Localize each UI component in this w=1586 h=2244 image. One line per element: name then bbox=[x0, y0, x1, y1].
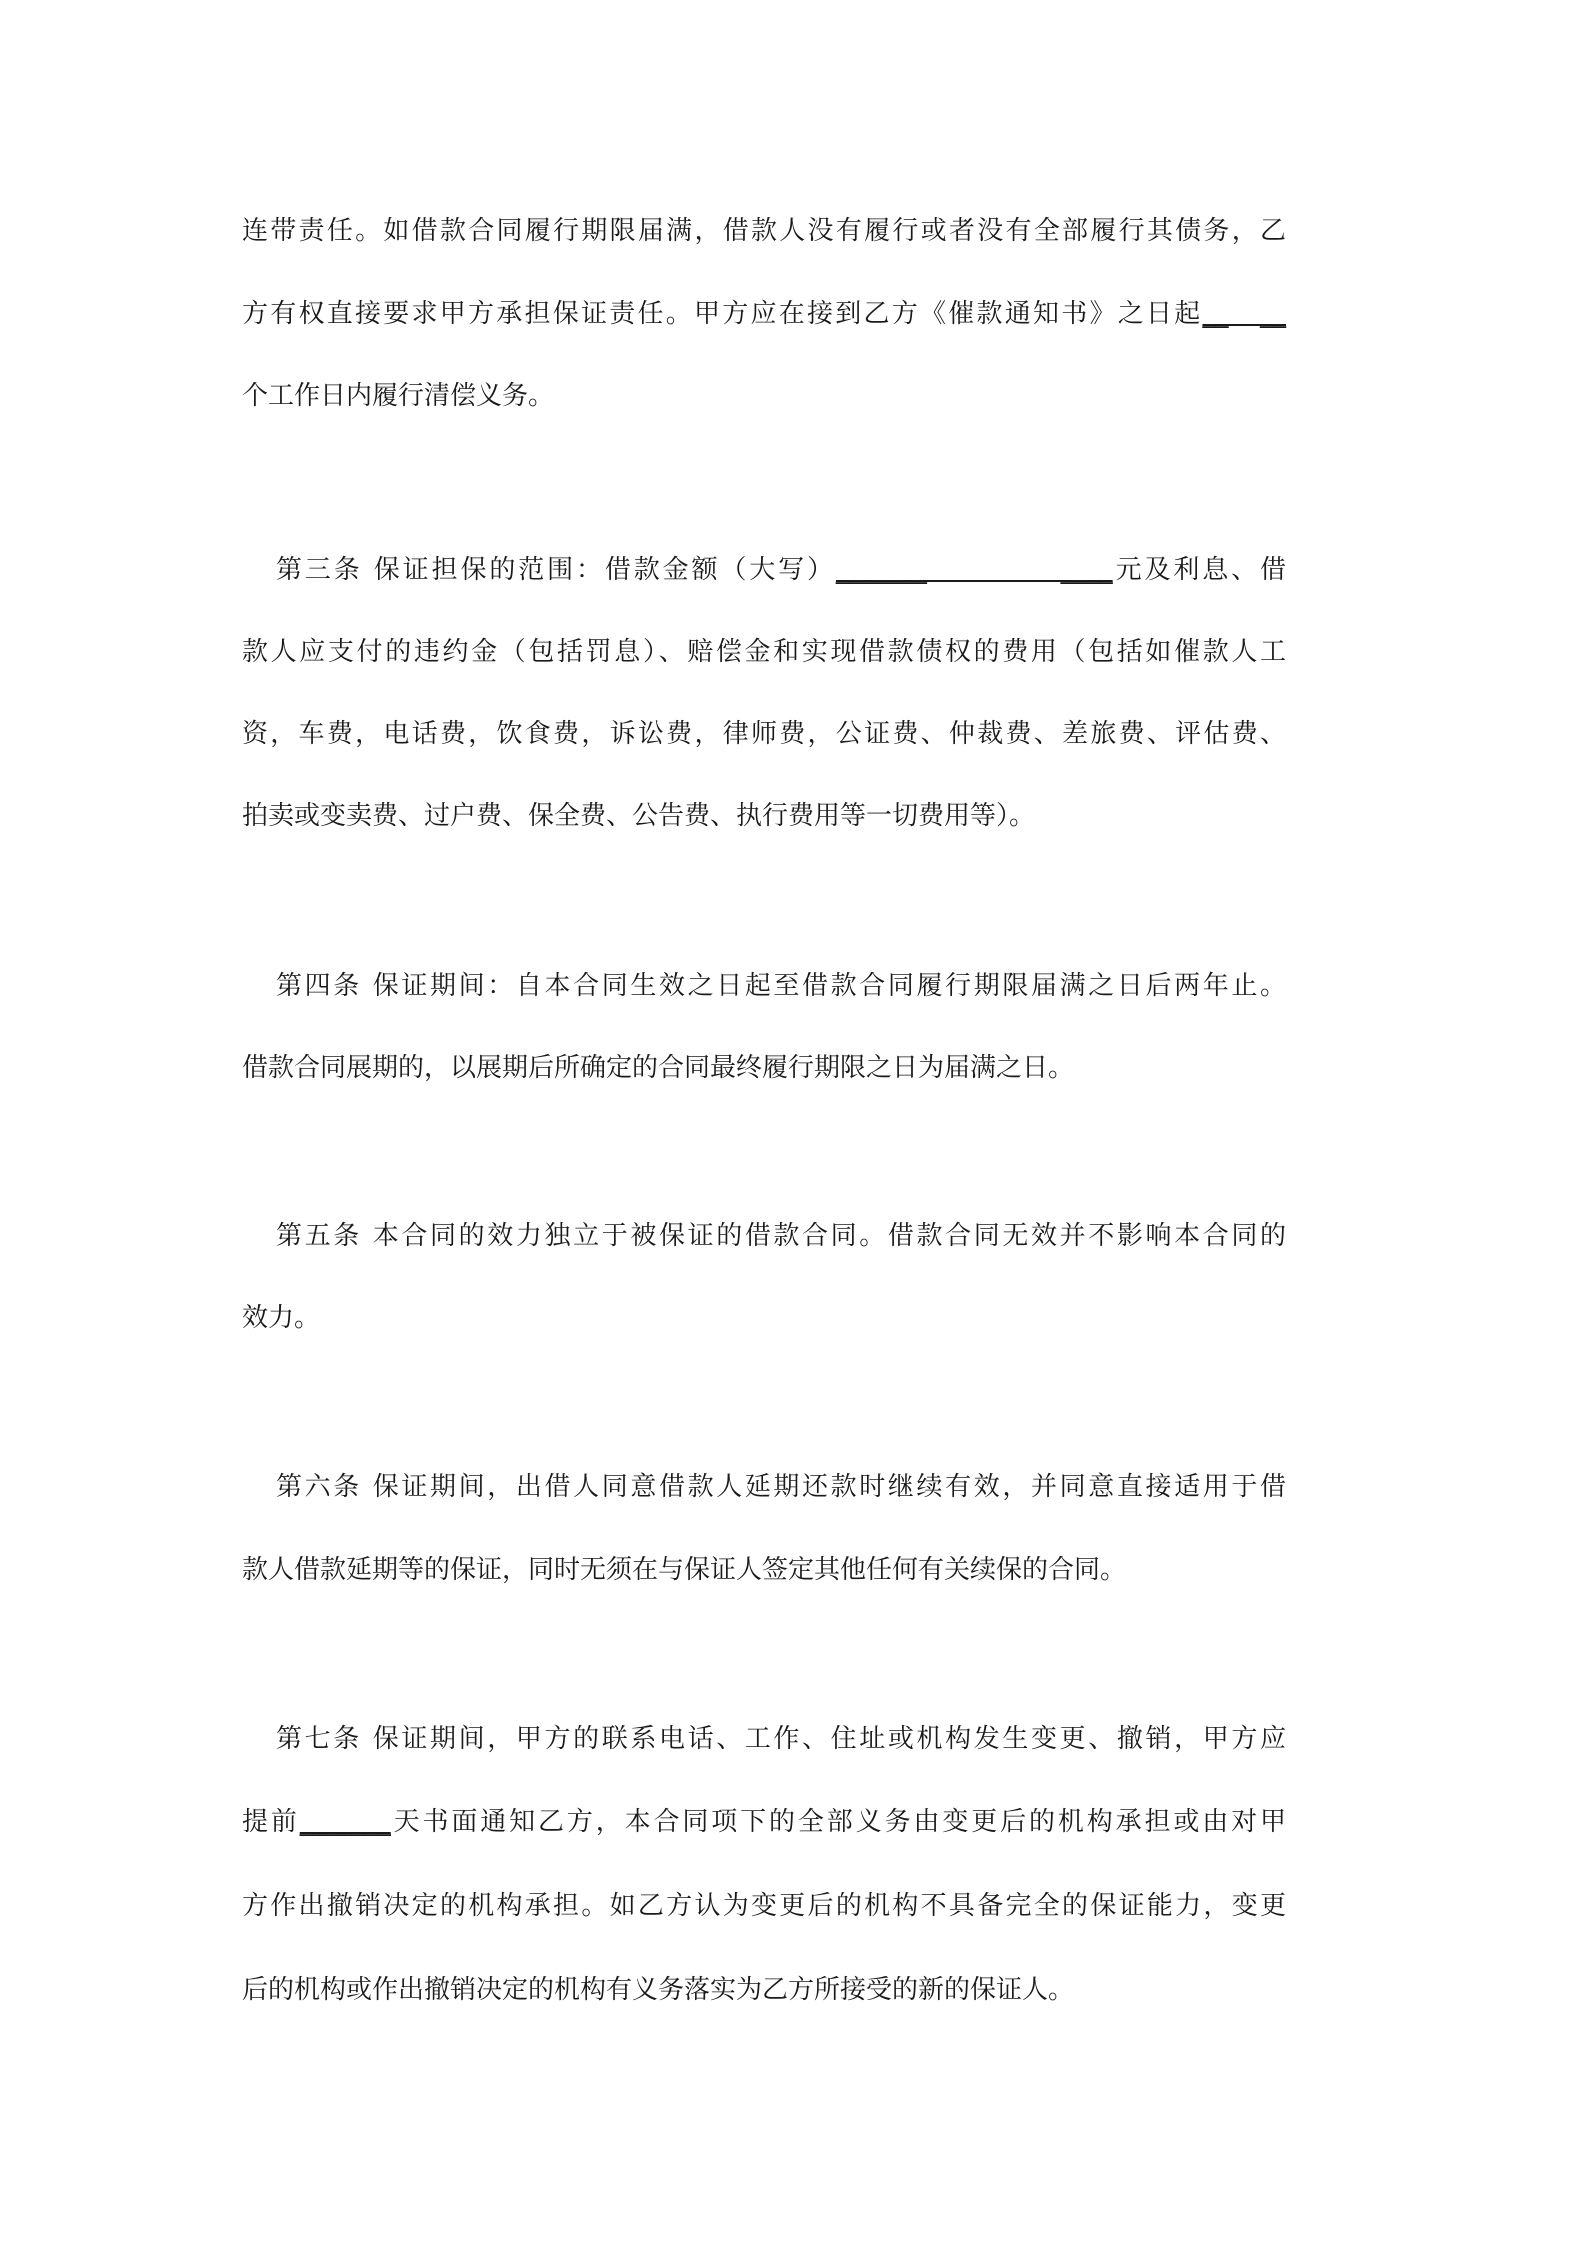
line-text: 天书面通知乙方，本合同项下的全部义务由变更后的机构承担或由对甲 bbox=[390, 1807, 1286, 1837]
paragraph-line bbox=[242, 1804, 1286, 1840]
blank-field-days: __ __ bbox=[1202, 299, 1286, 329]
paragraph-line: 效力。 bbox=[242, 1303, 321, 1333]
paragraph-line: 个工作日内履行清偿义务。 bbox=[242, 381, 555, 411]
paragraph-line: 方作出撤销决定的机构承担。如乙方认为变更后的机构不具备完全的保证能力，变更 bbox=[242, 1891, 1286, 1921]
line-text: 元及利息、借 bbox=[1112, 555, 1286, 585]
article-4-heading-line: 第四条 保证期间：自本合同生效之日起至借款合同履行期限届满之日后两年止。 bbox=[276, 971, 1286, 1001]
article-6-heading-line: 第六条 保证期间，出借人同意借款人延期还款时继续有效，并同意直接适用于借 bbox=[276, 1472, 1286, 1502]
paragraph-line: 拍卖或变卖费、过户费、保全费、公告费、执行费用等一切费用等）。 bbox=[242, 801, 1036, 831]
line-text: 提前 bbox=[242, 1807, 300, 1837]
paragraph-line: 连带责任。如借款合同履行期限届满，借款人没有履行或者没有全部履行其债务，乙 bbox=[242, 216, 1286, 246]
paragraph-line bbox=[242, 296, 1286, 332]
blank-field-amount: _______ ____ bbox=[835, 555, 1113, 585]
paragraph-line: 资，车费，电话费，饮食费，诉讼费，律师费，公证费、仲裁费、差旅费、评估费、 bbox=[242, 719, 1286, 749]
paragraph-line: 借款合同展期的，以展期后所确定的合同最终履行期限之日为届满之日。 bbox=[242, 1053, 1075, 1083]
article-3-heading-line bbox=[242, 552, 1286, 588]
paragraph-line: 后的机构或作出撤销决定的机构有义务落实为乙方所接受的新的保证人。 bbox=[242, 1975, 1075, 2005]
article-7-heading-line: 第七条 保证期间，甲方的联系电话、工作、住址或机构发生变更、撤销，甲方应 bbox=[276, 1724, 1286, 1754]
line-text: 方有权直接要求甲方承担保证责任。甲方应在接到乙方《催款通知书》之日起 bbox=[242, 299, 1203, 329]
article-5-heading-line: 第五条 本合同的效力独立于被保证的借款合同。借款合同无效并不影响本合同的 bbox=[276, 1221, 1286, 1251]
line-text: 第三条 保证担保的范围：借款金额（大写） bbox=[276, 555, 836, 585]
paragraph-line: 款人借款延期等的保证，同时无须在与保证人签定其他任何有关续保的合同。 bbox=[242, 1555, 1127, 1585]
paragraph-line: 款人应支付的违约金（包括罚息）、赔偿金和实现借款债权的费用（包括如催款人工 bbox=[242, 637, 1286, 667]
blank-field-notice-days: _______ bbox=[299, 1807, 391, 1837]
